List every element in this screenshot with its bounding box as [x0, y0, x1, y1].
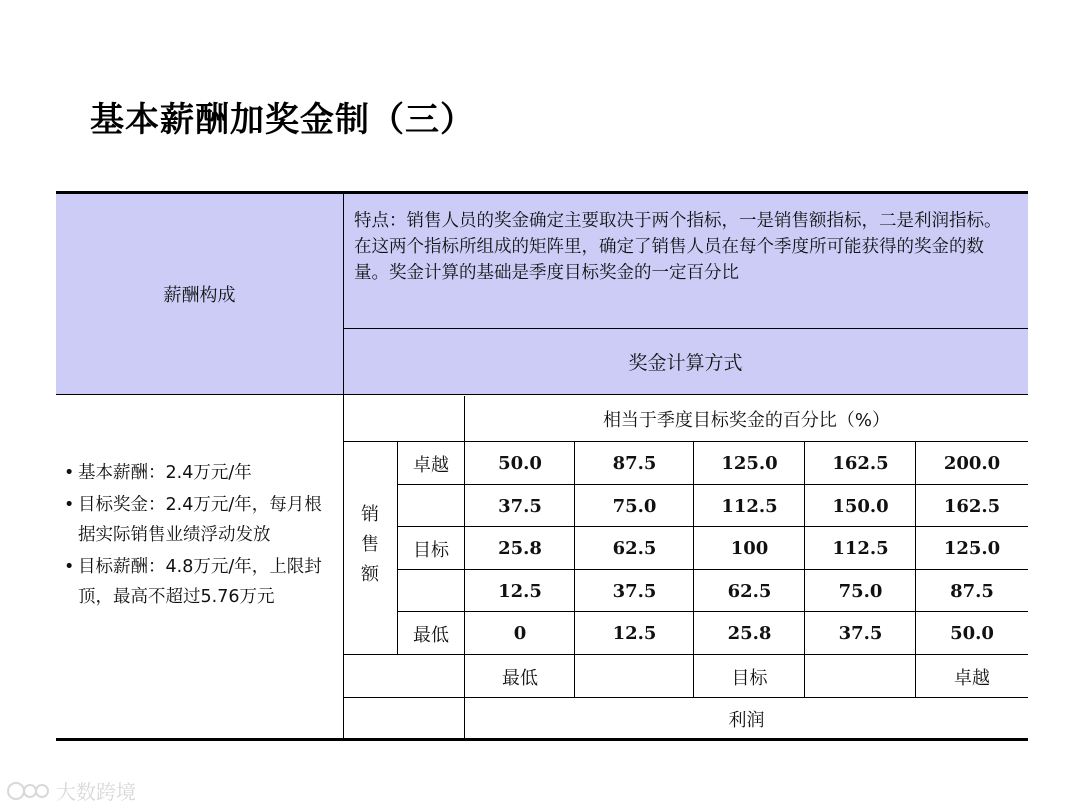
matrix-value-cell: 12.5	[498, 580, 542, 602]
matrix-value-cell: 100	[730, 538, 769, 559]
matrix-value-cell: 200.0	[943, 453, 1001, 474]
matrix-value-cell: 12.5	[612, 623, 657, 644]
matrix-value-cell: 112.5	[721, 495, 778, 517]
list-item	[64, 490, 336, 550]
profit-level-label: 目标	[731, 667, 768, 689]
matrix-value-cell: 112.5	[832, 538, 889, 559]
watermark-logo-icon	[6, 779, 52, 803]
bullet-dot: •	[64, 557, 75, 577]
sales-axis-char: 售	[361, 534, 379, 555]
matrix-value-cell: 125.0	[943, 538, 1001, 559]
salary-bullet-list	[64, 458, 336, 614]
watermark	[6, 776, 136, 805]
sales-level-label: 目标	[413, 539, 449, 561]
header-bottom-rule	[56, 394, 1028, 395]
sales-axis-label	[356, 500, 384, 590]
matrix-value-cell: 162.5	[832, 453, 889, 474]
matrix-value-cell: 162.5	[943, 495, 1001, 517]
profit-level-label: 最低	[502, 667, 538, 689]
matrix-value-cell: 37.5	[498, 495, 542, 517]
bonus-method-label: 奖金计算方式	[628, 352, 743, 374]
matrix-value-cell: 62.5	[727, 580, 772, 602]
matrix-value-cell: 0	[513, 623, 527, 644]
list-item	[64, 552, 336, 612]
matrix-value-cell: 25.8	[727, 623, 772, 644]
page-title: 基本薪酬加奖金制（三）	[90, 100, 475, 140]
matrix-value-cell: 37.5	[838, 623, 883, 644]
sales-level-label: 卓越	[413, 454, 449, 476]
matrix-value-cell: 50.0	[498, 453, 542, 474]
sales-level-label	[397, 570, 465, 612]
watermark-text: 大数跨境	[56, 780, 136, 804]
bullet-dot: •	[64, 495, 75, 515]
profit-level-label	[805, 655, 916, 698]
profit-level-label	[575, 655, 694, 698]
profit-axis-label: 利润	[728, 709, 765, 731]
profit-level-label: 卓越	[954, 667, 990, 689]
sales-level-label	[397, 485, 465, 527]
bullet-text: 目标奖金：2.4万元/年，每月根据实际销售业绩浮动发放	[78, 495, 322, 545]
feature-description: 特点：销售人员的奖金确定主要取决于两个指标，一是销售额指标，二是利润指标。在这两个指标所组成的矩阵里，确定了销售人员在每个季度所可能获得的奖金的数量。奖金计算的基础是季度目标奖金的一定百分比	[354, 211, 1002, 283]
bullet-text: 基本薪酬：2.4万元/年	[78, 463, 252, 483]
matrix-value-cell: 87.5	[950, 580, 994, 602]
sales-axis-char: 额	[361, 564, 379, 585]
matrix-value-cell: 75.0	[612, 495, 657, 517]
matrix-value-cell: 87.5	[612, 453, 657, 474]
matrix-value-cell: 150.0	[832, 495, 889, 517]
sales-axis-char: 销	[361, 504, 379, 525]
matrix-value-cell: 37.5	[612, 580, 657, 602]
matrix-value-cell: 75.0	[838, 580, 883, 602]
matrix-value-cell: 62.5	[612, 538, 657, 559]
matrix-value-cell: 25.8	[498, 538, 542, 559]
bullet-text: 目标薪酬：4.8万元/年，上限封顶，最高不超过5.76万元	[78, 557, 322, 607]
left-column-divider	[343, 193, 344, 739]
matrix-value-cell: 50.0	[950, 623, 994, 644]
bullet-dot: •	[64, 463, 75, 483]
sales-level-label: 最低	[413, 624, 449, 646]
list-item	[64, 458, 336, 488]
percentage-header: 相当于季度目标奖金的百分比（%）	[602, 410, 891, 431]
compensation-structure-label: 薪酬构成	[163, 284, 236, 306]
matrix-value-cell: 125.0	[721, 453, 778, 474]
